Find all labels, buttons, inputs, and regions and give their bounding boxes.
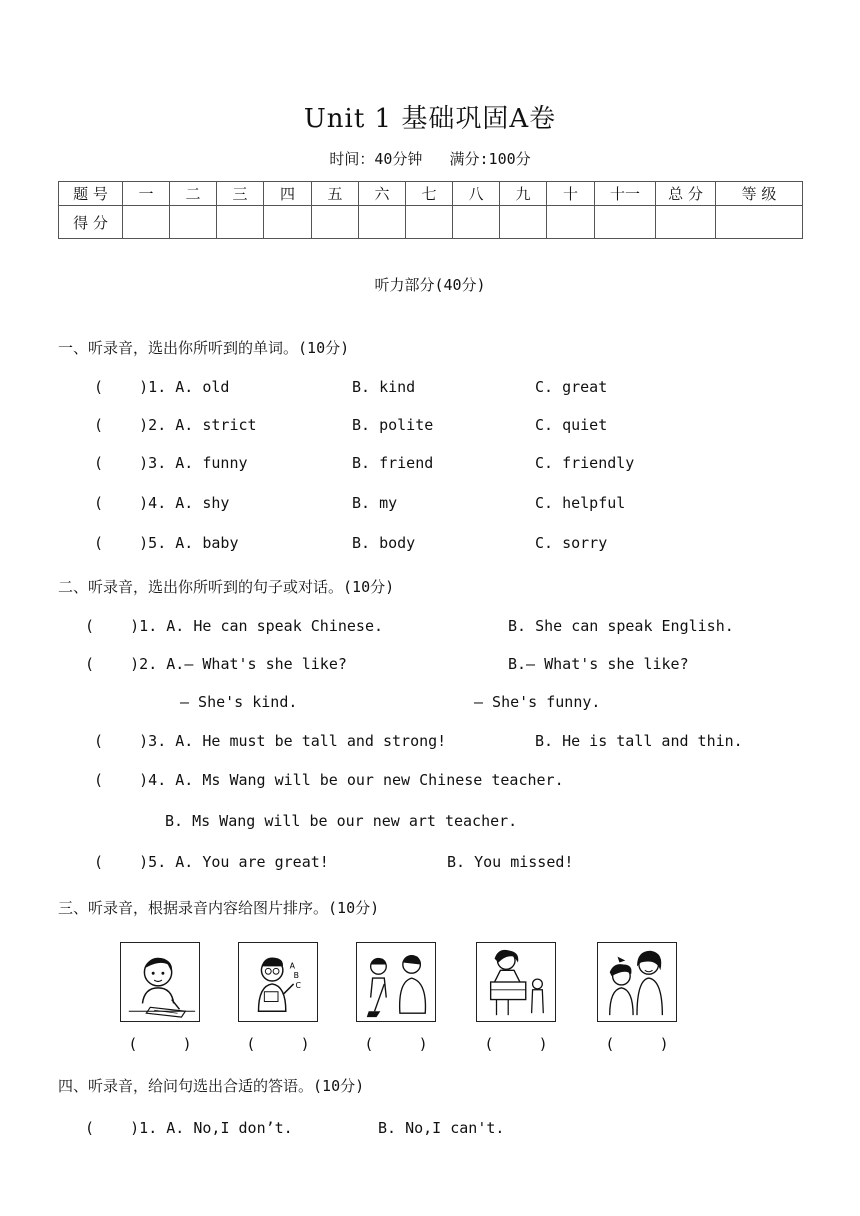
score-cell[interactable] bbox=[170, 206, 217, 239]
header-cell-total: 总 分 bbox=[656, 182, 716, 206]
s2-q3-option-b[interactable]: B. He is tall and thin. bbox=[535, 732, 743, 750]
s4-q1-option-a[interactable]: ( )1. A. No,I don’t. bbox=[85, 1119, 293, 1137]
header-cell-7: 七 bbox=[406, 182, 453, 206]
teacher-abc-picture bbox=[238, 942, 318, 1022]
score-cell[interactable] bbox=[453, 206, 500, 239]
header-cell-6: 六 bbox=[359, 182, 406, 206]
section-2-heading: 二、听录音，选出你所听到的句子或对话。(10分) bbox=[58, 578, 395, 596]
score-cell[interactable] bbox=[547, 206, 595, 239]
section-4-heading: 四、听录音，给问句选出合适的答语。(10分) bbox=[58, 1077, 365, 1095]
header-cell-label: 题 号 bbox=[59, 182, 123, 206]
s4-q1-option-b[interactable]: B. No,I can't. bbox=[378, 1119, 505, 1137]
score-cell[interactable] bbox=[656, 206, 716, 239]
header-cell-10: 十 bbox=[547, 182, 595, 206]
s1-q5-option-b[interactable]: B. body bbox=[352, 534, 416, 552]
score-row-label: 得 分 bbox=[59, 206, 123, 239]
boy-writing-icon bbox=[121, 943, 199, 1021]
header-cell-grade: 等 级 bbox=[716, 182, 803, 206]
picture-2-answer-blank[interactable]: ( ) bbox=[246, 1035, 310, 1053]
children-sweeping-icon bbox=[357, 943, 435, 1021]
header-cell-5: 五 bbox=[312, 182, 359, 206]
picture-4-answer-blank[interactable]: ( ) bbox=[484, 1035, 548, 1053]
girl-helping-icon bbox=[477, 943, 555, 1021]
picture-1-answer-blank[interactable]: ( ) bbox=[128, 1035, 192, 1053]
s1-q1-option-b[interactable]: B. kind bbox=[352, 378, 416, 396]
s2-q5-option-b[interactable]: B. You missed! bbox=[447, 853, 574, 871]
score-cell[interactable] bbox=[595, 206, 656, 239]
s1-q2-option-b[interactable]: B. polite bbox=[352, 416, 434, 434]
score-table-score-row bbox=[59, 206, 803, 239]
s1-q1-option-a[interactable]: ( )1. A. old bbox=[94, 378, 230, 396]
s1-q2-option-a[interactable]: ( )2. A. strict bbox=[94, 416, 257, 434]
header-cell-9: 九 bbox=[500, 182, 547, 206]
header-cell-8: 八 bbox=[453, 182, 500, 206]
children-sweeping-picture bbox=[356, 942, 436, 1022]
score-cell[interactable] bbox=[500, 206, 547, 239]
section-1-heading: 一、听录音，选出你所听到的单词。(10分) bbox=[58, 339, 350, 357]
score-cell[interactable] bbox=[359, 206, 406, 239]
header-cell-4: 四 bbox=[264, 182, 312, 206]
header-cell-1: 一 bbox=[123, 182, 170, 206]
score-cell[interactable] bbox=[312, 206, 359, 239]
score-cell[interactable] bbox=[217, 206, 264, 239]
page-title: Unit 1 基础巩固A卷 bbox=[303, 104, 557, 134]
svg-text:B: B bbox=[293, 971, 299, 981]
s2-q1-option-b[interactable]: B. She can speak English. bbox=[508, 617, 734, 635]
boy-writing-picture bbox=[120, 942, 200, 1022]
s2-q2-option-b[interactable]: B.— What's she like? bbox=[508, 655, 689, 673]
score-table-header-row bbox=[59, 182, 803, 206]
section-3-heading: 三、听录音，根据录音内容给图片排序。(10分) bbox=[58, 899, 380, 917]
s1-q3-option-a[interactable]: ( )3. A. funny bbox=[94, 454, 248, 472]
s1-q5-option-a[interactable]: ( )5. A. baby bbox=[94, 534, 239, 552]
teacher-abc-icon bbox=[239, 943, 317, 1021]
score-cell[interactable] bbox=[264, 206, 312, 239]
svg-text:C: C bbox=[295, 980, 302, 990]
s1-q2-option-c[interactable]: C. quiet bbox=[535, 416, 608, 434]
s2-q2-option-b-answer: — She's funny. bbox=[474, 693, 601, 711]
s2-q3-option-a[interactable]: ( )3. A. He must be tall and strong! bbox=[94, 732, 447, 750]
two-girls-picture bbox=[597, 942, 677, 1022]
s1-q1-option-c[interactable]: C. great bbox=[535, 378, 608, 396]
picture-3-answer-blank[interactable]: ( ) bbox=[364, 1035, 428, 1053]
score-cell[interactable] bbox=[716, 206, 803, 239]
two-girls-icon bbox=[598, 943, 676, 1021]
s1-q3-option-b[interactable]: B. friend bbox=[352, 454, 434, 472]
s1-q4-option-c[interactable]: C. helpful bbox=[535, 494, 626, 512]
s2-q4-option-b[interactable]: B. Ms Wang will be our new art teacher. bbox=[165, 812, 518, 830]
girl-helping-picture bbox=[476, 942, 556, 1022]
s1-q4-option-a[interactable]: ( )4. A. shy bbox=[94, 494, 230, 512]
score-table bbox=[58, 181, 803, 239]
svg-text:A: A bbox=[289, 961, 296, 971]
header-cell-11: 十一 bbox=[595, 182, 656, 206]
s2-q4-option-a[interactable]: ( )4. A. Ms Wang will be our new Chinese teacher. bbox=[94, 771, 564, 789]
listening-section-header: 听力部分(40分) bbox=[374, 276, 486, 294]
s2-q2-option-a[interactable]: ( )2. A.— What's she like? bbox=[85, 655, 347, 673]
header-cell-2: 二 bbox=[170, 182, 217, 206]
s1-q3-option-c[interactable]: C. friendly bbox=[535, 454, 635, 472]
s1-q5-option-c[interactable]: C. sorry bbox=[535, 534, 608, 552]
s1-q4-option-b[interactable]: B. my bbox=[352, 494, 398, 512]
score-cell[interactable] bbox=[406, 206, 453, 239]
time-score-info: 时间：40分钟 满分:100分 bbox=[329, 150, 531, 168]
picture-5-answer-blank[interactable]: ( ) bbox=[605, 1035, 669, 1053]
s2-q2-option-a-answer: — She's kind. bbox=[180, 693, 298, 711]
header-cell-3: 三 bbox=[217, 182, 264, 206]
score-cell[interactable] bbox=[123, 206, 170, 239]
s2-q1-option-a[interactable]: ( )1. A. He can speak Chinese. bbox=[85, 617, 384, 635]
s2-q5-option-a[interactable]: ( )5. A. You are great! bbox=[94, 853, 329, 871]
